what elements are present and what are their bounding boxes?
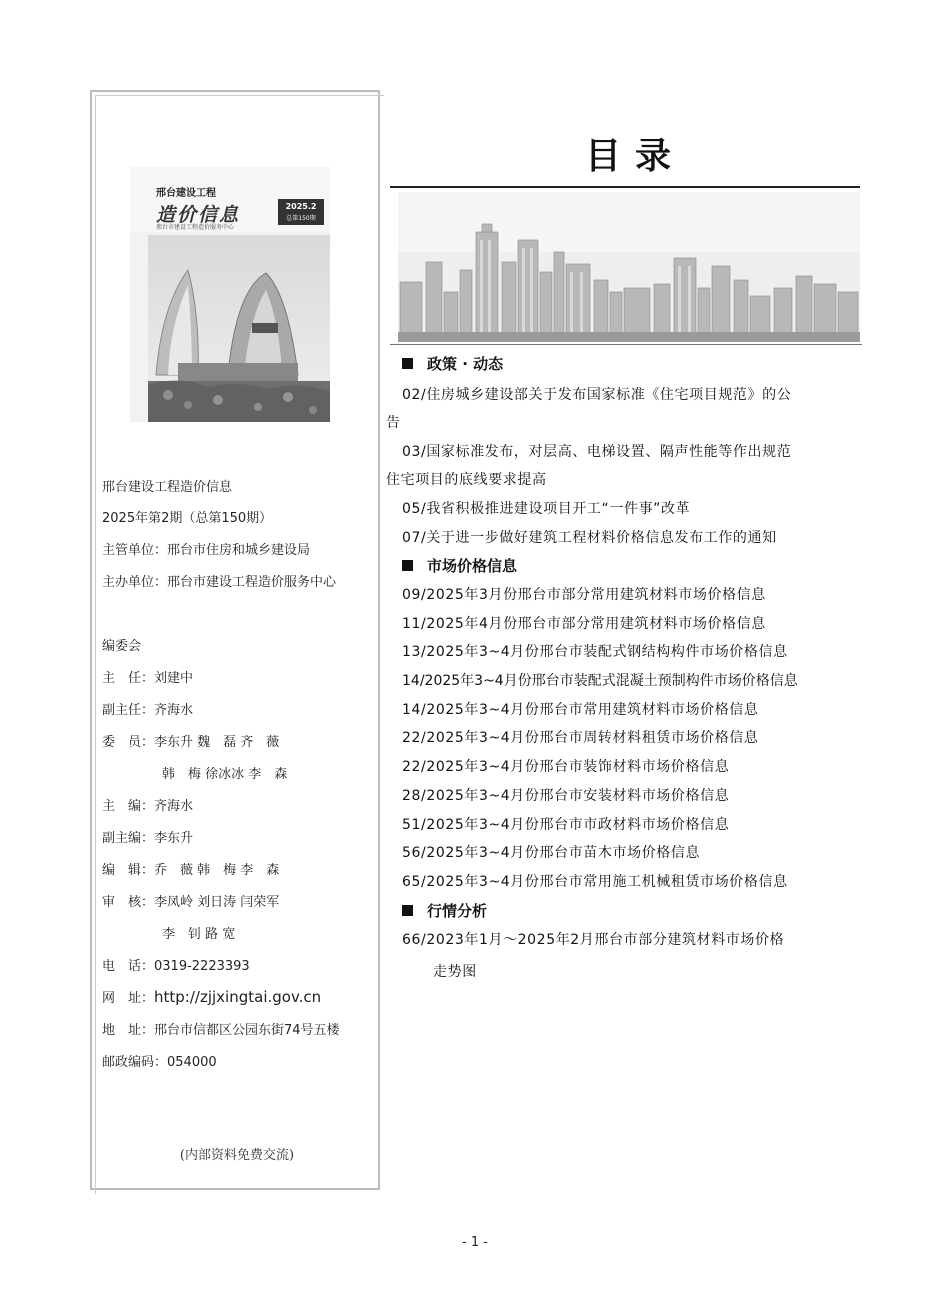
- cover-thumbnail: [130, 167, 330, 422]
- toc-title: 目录: [585, 136, 686, 177]
- sponsor-row: [102, 571, 336, 590]
- cover-title-line2: 造价信息: [156, 204, 241, 226]
- address-label: 地 址：: [102, 1023, 155, 1038]
- toc-entry[interactable]: 14/2025年3~4月份邢台市常用建筑材料市场价格信息: [402, 702, 759, 718]
- members-line1: 李东升 魏 磊 齐 薇: [154, 735, 280, 750]
- sponsor-value: 邢台市建设工程造价服务中心: [167, 575, 337, 590]
- toc-entry[interactable]: 13/2025年3~4月份邢台市装配式钢结构构件市场价格信息: [402, 644, 788, 660]
- issue-line: 2025年第2期（总第150期）: [102, 511, 273, 526]
- toc-entry[interactable]: 51/2025年3~4月份邢台市市政材料市场价格信息: [402, 817, 730, 833]
- members-line2: 韩 梅 徐冰冰 李 森: [162, 767, 288, 782]
- publication-name: 邢台建设工程造价信息: [102, 480, 233, 495]
- toc-entry-continuation[interactable]: 走势图: [433, 964, 477, 980]
- section-heading-policy: [402, 353, 503, 374]
- section-heading-market-prices: [402, 555, 517, 576]
- title-divider: [390, 186, 860, 188]
- cover-photo: [148, 235, 330, 422]
- committee-heading: 编委会: [102, 639, 142, 654]
- square-bullet-icon: [402, 905, 413, 916]
- cover-title-line1: 邢台建设工程: [156, 188, 216, 199]
- supervisor-label: 主管单位：: [102, 543, 168, 558]
- director-row: [102, 667, 193, 686]
- toc-entry[interactable]: 14/2025年3~4月份邢台市装配式混凝土预制构件市场价格信息: [402, 673, 798, 689]
- reviewers-line2: 李 钊 路 宽: [162, 927, 236, 942]
- square-bullet-icon: [402, 560, 413, 571]
- phone-value: 0319-2223393: [154, 959, 250, 974]
- toc-entry[interactable]: 05/我省积极推进建设项目开工“一件事”改革: [402, 501, 691, 517]
- deputy-value: 齐海水: [154, 703, 194, 718]
- phone-label: 电 话：: [102, 959, 155, 974]
- editors-label: 编 辑：: [102, 863, 155, 878]
- toc-entry[interactable]: 56/2025年3~4月份邢台市苗木市场价格信息: [402, 845, 701, 861]
- director-value: 刘建中: [154, 671, 194, 686]
- cover-issue-number: 2025.2: [285, 202, 317, 211]
- distribution-note: (内部资料免费交流): [179, 1148, 295, 1163]
- page-number: - 1 -: [462, 1235, 488, 1250]
- toc-entry[interactable]: 11/2025年4月份邢台市部分常用建筑材料市场价格信息: [402, 616, 766, 632]
- toc-entry[interactable]: 28/2025年3~4月份邢台市安装材料市场价格信息: [402, 788, 730, 804]
- banner-divider: [390, 344, 862, 345]
- section-heading-text: 政策 · 动态: [427, 355, 504, 373]
- address-row: [102, 1019, 340, 1038]
- section-heading-text: 市场价格信息: [427, 557, 518, 575]
- toc-entry[interactable]: 07/关于进一步做好建筑工程材料价格信息发布工作的通知: [402, 530, 777, 546]
- supervisor-row: [102, 539, 310, 558]
- editor-label: 主 编：: [102, 799, 155, 814]
- cover-issue-badge: [278, 199, 324, 225]
- section-heading-market-analysis: [402, 900, 487, 921]
- members-row: [102, 731, 279, 750]
- supervisor-value: 邢台市住房和城乡建设局: [167, 543, 311, 558]
- section-heading-text: 行情分析: [427, 902, 488, 920]
- reviewers-label: 审 核：: [102, 895, 155, 910]
- toc-entry-continuation[interactable]: 住宅项目的底线要求提高: [386, 472, 547, 488]
- members-label: 委 员：: [102, 735, 155, 750]
- sponsor-label: 主办单位：: [102, 575, 168, 590]
- deputy-editor-row: [102, 827, 193, 846]
- editor-value: 齐海水: [154, 799, 194, 814]
- deputy-editor-label: 副主编：: [102, 831, 155, 846]
- website-row: [102, 987, 321, 1006]
- toc-entry[interactable]: 22/2025年3~4月份邢台市周转材料租赁市场价格信息: [402, 730, 759, 746]
- toc-entry[interactable]: 09/2025年3月份邢台市部分常用建筑材料市场价格信息: [402, 587, 766, 603]
- postcode-label: 邮政编码：: [102, 1055, 168, 1070]
- editor-row: [102, 795, 193, 814]
- deputy-row: [102, 699, 193, 718]
- director-label: 主 任：: [102, 671, 155, 686]
- website-label: 网 址：: [102, 991, 155, 1006]
- editors-row: [102, 859, 279, 878]
- cover-total-issue: 总第150期: [286, 215, 316, 222]
- phone-row: [102, 955, 250, 974]
- toc-entry-continuation[interactable]: 告: [386, 415, 401, 431]
- deputy-label: 副主任：: [102, 703, 155, 718]
- toc-entry[interactable]: 22/2025年3~4月份邢台市装饰材料市场价格信息: [402, 759, 730, 775]
- postcode-value: 054000: [167, 1055, 217, 1070]
- postcode-row: [102, 1051, 217, 1070]
- reviewers-row: [102, 891, 279, 910]
- cover-subtitle: 邢台市建设工程造价服务中心: [156, 224, 235, 231]
- square-bullet-icon: [402, 358, 413, 369]
- toc-entry[interactable]: 03/国家标准发布，对层高、电梯设置、隔声性能等作出规范: [402, 444, 792, 460]
- deputy-editor-value: 李东升: [154, 831, 194, 846]
- address-value: 邢台市信都区公园东街74号五楼: [154, 1023, 340, 1038]
- masthead-sidebar: [90, 90, 380, 1190]
- reviewers-line1: 李凤岭 刘日涛 闫荣军: [154, 895, 280, 910]
- toc-entry[interactable]: 02/住房城乡建设部关于发布国家标准《住宅项目规范》的公: [402, 387, 792, 403]
- toc-entry[interactable]: 66/2023年1月～2025年2月邢台市部分建筑材料市场价格: [402, 932, 785, 948]
- skyline-banner: [398, 192, 860, 342]
- editors-value: 乔 薇 韩 梅 李 森: [154, 863, 280, 878]
- website-link[interactable]: http://zjjxingtai.gov.cn: [154, 988, 322, 1006]
- toc-entry[interactable]: 65/2025年3~4月份邢台市常用施工机械租赁市场价格信息: [402, 874, 788, 890]
